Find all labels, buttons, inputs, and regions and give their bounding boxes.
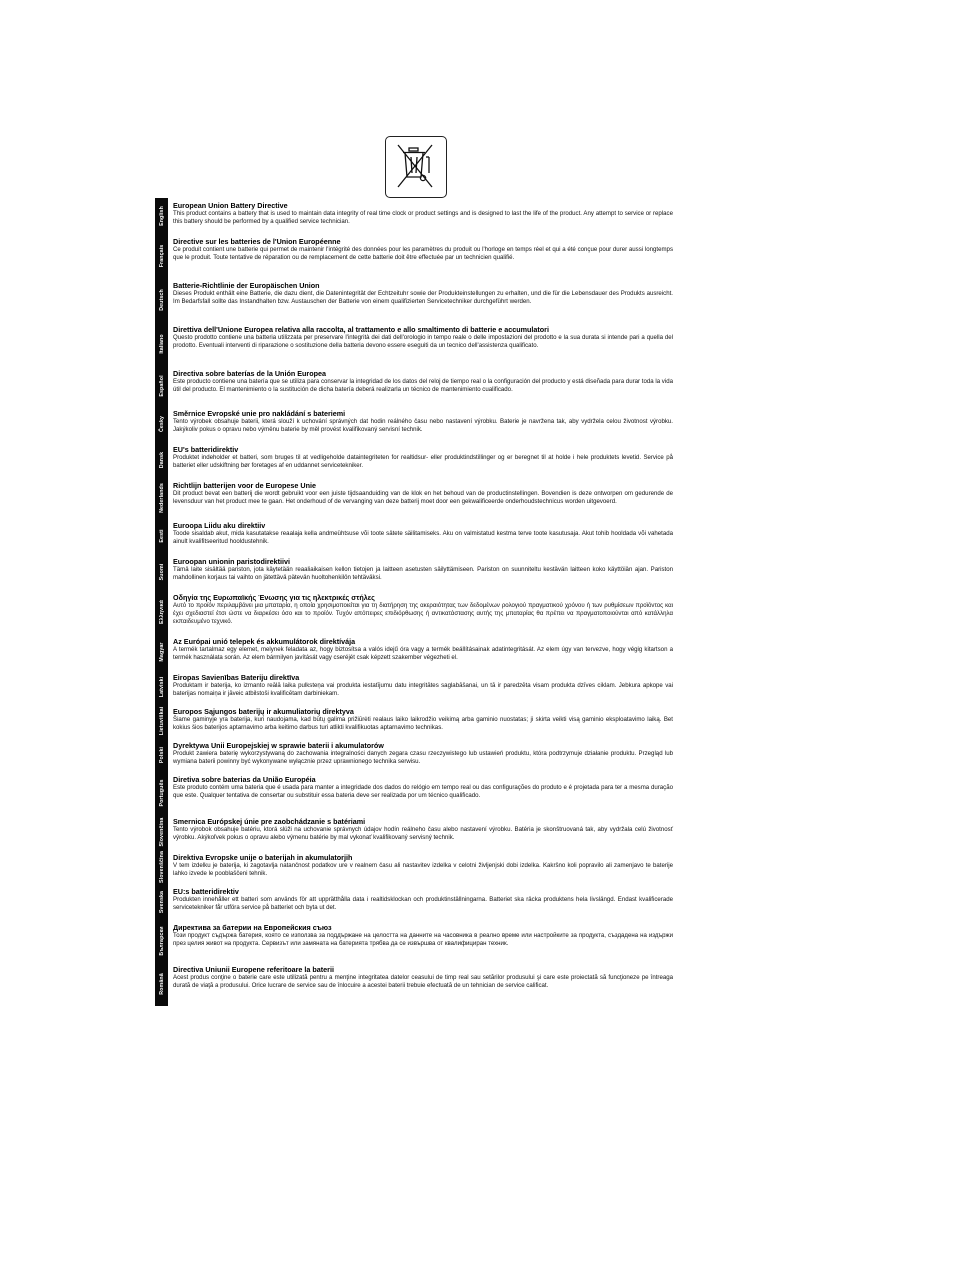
section-body: Produkten innehåller ett batteri som används för att upprätthålla data i realtidsklockan och produktinställningarna. Batteriet ska räcka produktens hela livslängd. Endast kvalificerade servicetekniker får utföra service på batteriet och byta ut det.	[173, 896, 673, 911]
directive-section	[173, 522, 673, 546]
language-label: Suomi	[158, 563, 165, 581]
section-title: Directiva Uniunii Europene referitoare la baterii	[173, 965, 334, 974]
language-label: Português	[158, 779, 165, 807]
language-label: Slovenčina	[158, 817, 165, 847]
language-tab	[155, 670, 168, 704]
section-body: Produkt zawiera baterię wykorzystywaną do zachowania integralności danych zegara czasu rzeczywistego lub ustawień produktu, która podtrzymuje działanie produktu. Przegląd lub wymiana baterii powinny być wykonywane wyłącznie przez uprawnionego technika serwisu.	[173, 750, 673, 765]
directive-section	[173, 446, 673, 470]
language-label: Polski	[158, 746, 165, 764]
language-label: Slovenščina	[158, 850, 165, 884]
directive-section	[173, 482, 673, 506]
section-title: Az Európai unió telepek és akkumulátorok direktívája	[173, 637, 356, 646]
section-body: Tento výrobok obsahuje batériu, ktorá slúži na uchovanie správnych údajov hodín reálneho času alebo nastavení výrobku. Batéria je skonštruovaná tak, aby vydržala celú životnosť výrobku. Akýkoľvek pokus o opravu alebo výmenu batérie by mal vykonať kvalifikovaný servisný technik.	[173, 826, 673, 841]
section-title: Euroopa Liidu aku direktiiv	[173, 521, 266, 530]
language-label: Español	[158, 375, 165, 397]
directive-section	[173, 410, 673, 434]
language-sidebar	[155, 198, 168, 1006]
directive-section	[173, 638, 673, 662]
section-title: Smernica Európskej únie pre zaobchádzanie s batériami	[173, 817, 366, 826]
crossed-out-bin-icon	[385, 136, 447, 198]
directive-section	[173, 594, 673, 625]
language-label: Eesti	[158, 529, 165, 543]
directive-section	[173, 888, 673, 912]
directive-section	[173, 282, 673, 306]
language-label: Dansk	[158, 451, 165, 469]
language-tab	[155, 920, 168, 962]
language-label: Français	[158, 244, 165, 268]
section-title: Europos Sąjungos baterijų ir akumuliatorių direktyva	[173, 707, 354, 716]
language-tab	[155, 962, 168, 1006]
language-tab	[155, 554, 168, 590]
directive-section	[173, 776, 673, 800]
section-body: Produktam ir baterija, ko izmanto reālā laika pulksteņa vai produkta iestatījumu datu integritātes saglabāšanai, un tā ir paredzēta visam produkta dzīves ciklam. Jebkura apkope vai baterijas nomaiņa ir jāveic atbilstoši kvalificētam darbiniekam.	[173, 682, 673, 697]
section-body: Този продукт съдържа батерия, която се използва за поддържане на целостта на данните на часовника в реално време или настройките за продукта, създадена на издържи през целия живот на продукта. Сервизът или замяната на батерията трябва да се извършва от квалифициран техник.	[173, 932, 673, 947]
language-label: Ελληνικά	[158, 600, 165, 624]
section-title: Direktiva Evropske unije o baterijah in akumulatorjih	[173, 853, 353, 862]
directive-section	[173, 966, 673, 990]
language-tab	[155, 814, 168, 850]
directive-section	[173, 558, 673, 582]
directive-section	[173, 708, 673, 732]
section-body: A termék tartalmaz egy elemet, melynek feladata az, hogy biztosítsa a valós idejű óra vagy a termék beállításainak adatintegritását. Az elem úgy van tervezve, hogy végig kitartson a termék használata során. Az elem bármilyen javítását vagy cseréjét csak képzett szakember végezheti el.	[173, 646, 673, 661]
language-tab	[155, 634, 168, 670]
section-title: Euroopan unionin paristodirektiivi	[173, 557, 291, 566]
directive-section	[173, 854, 673, 878]
section-title: Directive sur les batteries de l'Union Européenne	[173, 237, 341, 246]
section-title: Richtlijn batterijen voor de Europese Unie	[173, 481, 316, 490]
language-label: Български	[158, 926, 165, 956]
language-tab	[155, 366, 168, 406]
section-title: Directiva sobre baterías de la Unión Europea	[173, 369, 326, 378]
language-tab	[155, 198, 168, 234]
language-tab	[155, 406, 168, 442]
language-tab	[155, 704, 168, 738]
section-body: Dit product bevat een batterij die wordt gebruikt voor een juiste tijdsaanduiding van de klok en het behoud van de productinstellingen. Bovendien is deze ontworpen om gedurende de levensduur van het product mee te gaan. Het onderhoud of de vervanging van deze batterij moet door een gekwalificeerde onderhoudstechnicus worden uitgevoerd.	[173, 490, 673, 505]
directive-section	[173, 924, 673, 948]
section-title: Batterie-Richtlinie der Europäischen Union	[173, 281, 320, 290]
section-body: Αυτό το προϊόν περιλαμβάνει μια μπαταρία, η οποία χρησιμοποιείται για τη διατήρηση της ακεραιότητας των δεδομένων ρολογιού πραγματικού χρόνου ή των ρυθμίσεων προϊόντος και έχει σχεδιαστεί έτσι ώστε να διαρκέσει όσο και το προϊόν. Τυχόν απόπειρες επιδιόρθωσης ή αντικατάστασης αυτής της μπαταρίας θα πρέπει να πραγματοποιούνται από κατάλληλα εκπαιδευμένο τεχνικό.	[173, 602, 673, 625]
section-body: Dieses Produkt enthält eine Batterie, die dazu dient, die Datenintegrität der Echtzeituhr sowie der Produkteinstellungen zu erhalten, und die für die Lebensdauer des Produkts ausreicht. Im Bedarfsfall sollte das Instandhalten bzw. Austauschen der Batterie von einem qualifizierten Servicetechniker durchgeführt werden.	[173, 290, 673, 305]
language-label: Lietuviškai	[158, 706, 165, 736]
language-tab	[155, 442, 168, 478]
section-body: V tem izdelku je baterija, ki zagotavlja natančnost podatkov ure v realnem času ali nastavitev izdelka v celotni življenjski dobi izdelka. Kakršno koli popravilo ali zamenjavo te baterije lahko izvede le pooblaščeni tehnik.	[173, 862, 673, 877]
language-label: Magyar	[158, 642, 165, 662]
language-tab	[155, 738, 168, 772]
section-body: Šiame gaminyje yra baterija, kuri naudojama, kad būtų galima prižiūrėti realaus laiko laikrodžio veikimą arba gaminio nuostatas; ji skirta veikti visą gaminio eksploatavimo laiką. Bet kokius šios baterijos aptarnavimo arba keitimo darbus turi atlikti kvalifikuotas aptarnavimo technikas.	[173, 716, 673, 731]
language-tab	[155, 850, 168, 884]
section-body: Questo prodotto contiene una batteria utilizzata per preservare l'integrità dei dati dell'orologio in tempo reale o delle impostazioni del prodotto e la sua durata si intende pari a quella del prodotto. Eventuali interventi di riparazione o sostituzione della batteria devono essere eseguiti da un tecnico dell'assistenza qualificato.	[173, 334, 673, 349]
language-tab	[155, 478, 168, 518]
section-body: Tämä laite sisältää pariston, jota käytetään reaaliaikaisen kellon tietojen ja laitteen asetusten säilyttämiseen. Pariston on suunniteltu kestävän laitteen koko käyttöiän ajan. Pariston mahdollinen korjaus tai vaihto on jätettävä pätevän huoltohenkilön tehtäväksi.	[173, 566, 673, 581]
section-title: Οδηγία της Ευρωπαϊκής Ένωσης για τις ηλεκτρικές στήλες	[173, 593, 375, 602]
section-body: Tento výrobek obsahuje baterii, která slouží k uchování správných dat hodin reálného času nebo nastavení výrobku. Baterie je navržena tak, aby vydržela celou životnost výrobku. Jakýkoliv pokus o opravu nebo výměnu baterie by měl provést kvalifikovaný servisní technik.	[173, 418, 673, 433]
language-tab	[155, 234, 168, 278]
language-label: Latviski	[158, 676, 165, 698]
section-body: Ce produit contient une batterie qui permet de maintenir l'intégrité des données pour les paramètres du produit ou l'horloge en temps réel et qui a été conçue pour durer aussi longtemps que le produit. Toute tentative de réparation ou de remplacement de cette batterie doit être effectuée par un technicien qualifié.	[173, 246, 673, 261]
language-tab	[155, 590, 168, 634]
directive-section	[173, 818, 673, 842]
section-title: EU's batteridirektiv	[173, 445, 239, 454]
directive-section	[173, 238, 673, 262]
section-title: European Union Battery Directive	[173, 201, 288, 210]
language-tab	[155, 322, 168, 366]
directive-section	[173, 202, 673, 226]
language-label: Deutsch	[158, 289, 165, 311]
section-body: Produktet indeholder et batteri, som bruges til at vedligeholde dataintegriteten for realtidsur- eller produktindstillinger og er beregnet til at holde i hele produktets levetid. Service på batteriet eller udskiftning bør foretages af en uddannet servicetekniker.	[173, 454, 673, 469]
section-body: Toode sisaldab akut, mida kasutatakse reaalaja kella andmeühtsuse või toote sätete säilitamiseks. Aku on valmistatud kestma terve toote kasutusaja. Akut tohib hooldada või vahetada ainult kvalifitseeritud hooldustehnik.	[173, 530, 673, 545]
directive-section	[173, 326, 673, 350]
section-title: Директива за батерии на Европейския съюз	[173, 923, 332, 932]
directive-section	[173, 370, 673, 394]
language-tab	[155, 518, 168, 554]
section-title: Dyrektywa Unii Europejskiej w sprawie baterii i akumulatorów	[173, 741, 384, 750]
section-body: Este producto contiene una batería que se utiliza para conservar la integridad de los datos del reloj de tiempo real o la configuración del producto y está diseñada para durar toda la vida útil del producto. El mantenimiento o la sustitución de dicha batería deberá realizarla un técnico de mantenimiento cualificado.	[173, 378, 673, 393]
directive-section	[173, 742, 673, 766]
language-label: Česky	[158, 415, 165, 433]
section-body: This product contains a battery that is used to maintain data integrity of real time clock or product settings and is designed to last the life of the product. Any attempt to service or replace this battery should be performed by a qualified service technician.	[173, 210, 673, 225]
language-label: English	[158, 206, 165, 226]
section-body: Acest produs conţine o baterie care este utilizată pentru a menţine integritatea datelor ceasului de timp real sau setărilor produsului şi care este proiectată să funcţioneze pe întreaga durată de viaţă a produsului. Orice lucrare de service sau de înlocuire a acestei baterii trebuie efectuată de un tehnician de service calificat.	[173, 974, 673, 989]
language-label: Italiano	[158, 334, 165, 354]
language-tab	[155, 772, 168, 814]
section-title: Eiropas Savienības Bateriju direktīva	[173, 673, 300, 682]
language-tab	[155, 278, 168, 322]
section-body: Este produto contém uma bateria que é usada para manter a integridade dos dados do relógio em tempo real ou das configurações do produto e é projetada para ter a mesma duração que este. Qualquer tentativa de consertar ou substituir essa bateria deve ser realizada por um técnico qualificado.	[173, 784, 673, 799]
section-title: Diretiva sobre baterias da União Européia	[173, 775, 316, 784]
language-label: Svenska	[158, 890, 165, 914]
language-label: Nederlands	[158, 483, 165, 513]
section-title: Direttiva dell'Unione Europea relativa alla raccolta, al trattamento e allo smaltimento di batterie e accumulatori	[173, 325, 549, 334]
section-title: Směrnice Evropské unie pro nakládání s bateriemi	[173, 409, 346, 418]
language-label: Română	[158, 973, 165, 995]
section-title: EU:s batteridirektiv	[173, 887, 239, 896]
language-tab	[155, 884, 168, 920]
directive-section	[173, 674, 673, 698]
